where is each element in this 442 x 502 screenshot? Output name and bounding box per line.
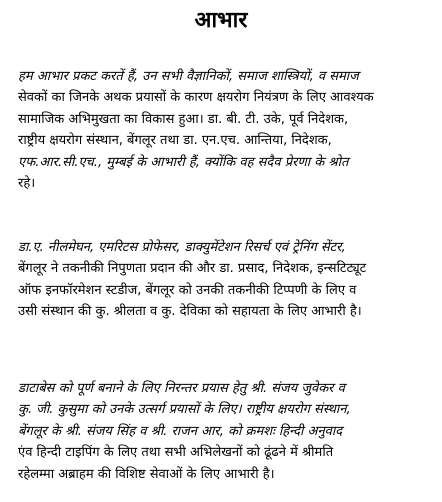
text-line: रहे।: [18, 176, 36, 192]
paragraph-2: [18, 237, 426, 323]
page-title: आभार: [194, 8, 248, 33]
text-line: सामाजिक अभिमुखता का विकास हुआ। डा. बी. टी. उके, पूर्व निदेशक,: [18, 111, 349, 127]
text-line: ऑफ इनफॉरमेशन स्टडीज, बेंगलूर को उनकी तकनीकी टिप्पणी के लिए व: [18, 282, 357, 298]
text-line: बेंगलूर ने तकनीकी निपुणता प्रदान की और डा. प्रसाद, निदेशक, इन्सटिट्यूट: [18, 261, 367, 277]
paragraph-3: [18, 378, 426, 485]
text-line: हम आभार प्रकट करतें हैं, उन सभी वैज्ञानिकों, समाज शास्त्रियों, व समाज: [18, 69, 359, 84]
text-line: डाटाबेस को पूर्ण बनाने के लिए निरन्तर प्रयास हेतु श्री. संजय जुवेकर व: [18, 381, 345, 396]
text-line: उसी संस्थान की कु. श्रीलता व कु. देविका को सहायता के लिए आभारी है।: [18, 304, 362, 320]
text-line: एफ.आर.सी.एच., मुम्बई के आभारी हैं, क्योंकि वह सदैव प्रेरणा के श्रोत: [18, 154, 349, 170]
text-line: कु. जी. कुसुमा को उनके उत्सर्ग प्रयासों के लिए। राष्ट्रीय क्षयरोग संस्थान,: [18, 402, 351, 418]
text-line: बेंगलूर के श्री. संजय सिंह व श्री. राजन आर, को क्रमशः हिन्दी अनुवाद: [18, 423, 343, 439]
paragraph-1: [18, 66, 426, 194]
text-line: रहेलम्मा अब्राहम की विशिष्ट सेवाओं के लिए आभारी है।: [18, 466, 275, 482]
text-line: डा.ए. नीलमेघन, एमरिटस प्रोफेसर, डाक्युमेंटेशन रिसर्च एवं ट्रेनिंग सेंटर,: [18, 240, 346, 255]
text-line: राष्ट्रीय क्षयरोग संस्थान, बेंगलूर तथा डा. एन.एच. आन्तिया, निदेशक,: [18, 133, 332, 149]
text-line: एंव हिन्दी टाइपिंग के लिए तथा सभी अभिलेखनों को ढूंढने में श्रीमति: [18, 445, 334, 461]
text-line: सेवकों का जिनके अथक प्रयासों के कारण क्षयरोग नियंत्रण के लिए आवश्यक: [18, 90, 374, 106]
